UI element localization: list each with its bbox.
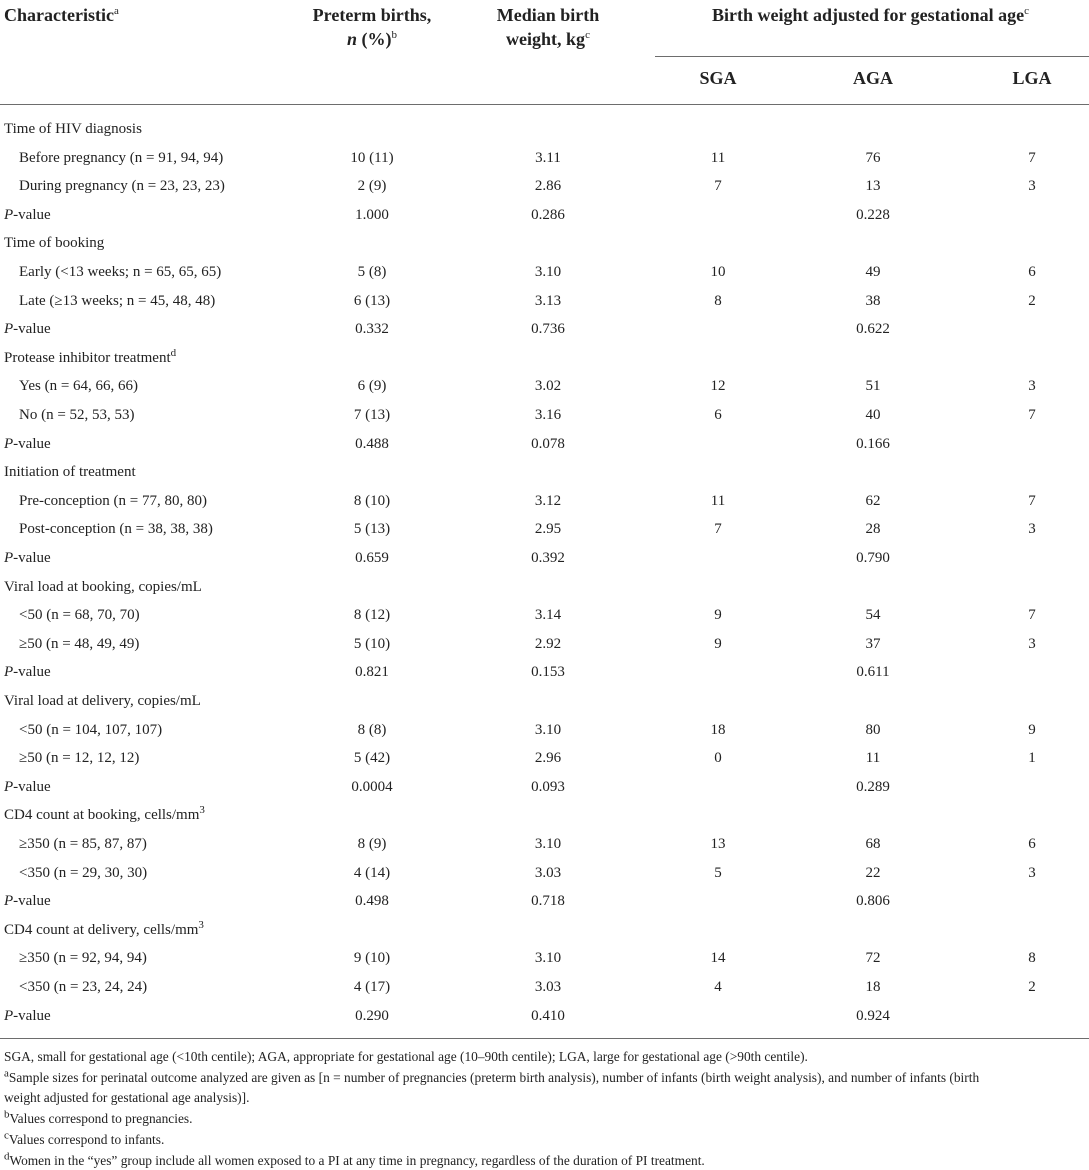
pvalue-p: P: [4, 207, 14, 223]
cell-weight: 3.14: [534, 607, 562, 623]
group-heading-sup: d: [170, 347, 177, 359]
cell-lga: 7: [1028, 493, 1036, 509]
pvalue-p: P: [4, 779, 14, 795]
row-label: Late (≥13 weeks; n = 45, 48, 48): [19, 293, 216, 309]
pvalue-weight: 0.078: [531, 436, 565, 452]
cell-preterm: 7 (13): [353, 407, 391, 423]
cell-preterm: 5 (10): [353, 636, 391, 652]
footnote-marker-a: a: [113, 5, 119, 17]
cell-weight: 3.02: [534, 378, 562, 394]
footnote-marker-b: b: [391, 29, 397, 41]
footnote-b-text: Values correspond to pregnancies.: [9, 1111, 193, 1126]
table-bottom-rule: [0, 1038, 1089, 1039]
pvalue-preterm: 0.332: [355, 321, 389, 337]
cell-lga: 3: [1028, 865, 1036, 881]
cell-weight: 2.92: [534, 636, 562, 652]
cell-lga: 2: [1028, 293, 1036, 309]
cell-preterm: 5 (42): [353, 750, 391, 766]
footnote-d: [4, 1152, 705, 1170]
cell-lga: 6: [1028, 264, 1036, 280]
cell-aga: 49: [865, 264, 881, 280]
footnote-c-text: Values correspond to infants.: [8, 1132, 165, 1147]
cell-preterm: 6 (9): [357, 378, 387, 394]
cell-lga: 3: [1028, 378, 1036, 394]
cell-lga: 2: [1028, 979, 1036, 995]
footnote-a: [4, 1069, 979, 1087]
cell-sga: 11: [710, 150, 726, 166]
pvalue-preterm: 0.290: [355, 1008, 389, 1024]
pvalue-adjusted: 0.228: [856, 207, 890, 223]
group-heading: [4, 119, 142, 139]
cell-lga: 3: [1028, 178, 1036, 194]
pvalue-suffix: -value: [13, 1008, 51, 1024]
pvalue-adjusted: 0.806: [856, 893, 890, 909]
group-heading: [4, 233, 104, 253]
cell-weight: 3.12: [534, 493, 562, 509]
pvalue-label: [4, 319, 51, 339]
group-heading: [4, 348, 176, 368]
header-subrule: [655, 56, 1089, 57]
header-adjusted-label: Birth weight adjusted for gestational age: [711, 5, 1025, 25]
cell-sga: 14: [710, 950, 726, 966]
pvalue-p: P: [4, 1008, 14, 1024]
group-heading: [4, 462, 136, 482]
footnote-abbreviations: SGA, small for gestational age (<10th centile); AGA, appropriate for gestational age (10–90th centile); LGA, large for gestational age (>90th centile).: [4, 1049, 808, 1064]
cell-aga: 51: [865, 378, 881, 394]
group-heading-text: Viral load at delivery, copies/mL: [4, 693, 201, 709]
cell-sga: 0: [714, 750, 722, 766]
header-sga: SGA: [699, 68, 737, 88]
row-label: Early (<13 weeks; n = 65, 65, 65): [19, 264, 222, 280]
footnote-d-text: Women in the “yes” group include all women exposed to a PI at any time in pregnancy, regardless of the duration of PI treatment.: [9, 1153, 705, 1168]
pvalue-preterm: 0.659: [355, 550, 389, 566]
cell-aga: 18: [865, 979, 881, 995]
group-heading-text: Protease inhibitor treatment: [4, 350, 171, 366]
pvalue-adjusted: 0.924: [856, 1008, 890, 1024]
cell-aga: 72: [865, 950, 881, 966]
cell-weight: 3.11: [535, 150, 561, 166]
header-preterm-n: n: [346, 29, 357, 49]
cell-preterm: 5 (8): [357, 264, 387, 280]
pvalue-adjusted: 0.166: [856, 436, 890, 452]
header-weight-line2-text: weight, kg: [506, 29, 586, 49]
footnote-marker-c2: c: [1024, 5, 1030, 17]
group-heading-sup: 3: [198, 919, 204, 931]
pvalue-suffix: -value: [13, 893, 51, 909]
header-weight-line2: [448, 27, 648, 51]
pvalue-label: [4, 548, 51, 568]
cell-lga: 1: [1028, 750, 1036, 766]
cell-lga: 8: [1028, 950, 1036, 966]
cell-weight: 3.10: [534, 950, 562, 966]
pvalue-label: [4, 434, 51, 454]
row-label: Post-conception (n = 38, 38, 38): [19, 521, 213, 537]
pvalue-preterm: 0.0004: [351, 779, 393, 795]
cell-aga: 22: [865, 865, 881, 881]
cell-preterm: 2 (9): [357, 178, 387, 194]
header-adjusted: [652, 3, 1089, 27]
cell-weight: 3.03: [534, 979, 562, 995]
header-bottom-rule: [0, 104, 1089, 105]
pvalue-suffix: -value: [13, 550, 51, 566]
cell-weight: 3.10: [534, 836, 562, 852]
row-label: ≥350 (n = 92, 94, 94): [19, 950, 147, 966]
cell-lga: 3: [1028, 521, 1036, 537]
group-heading-text: Viral load at booking, copies/mL: [4, 579, 202, 595]
row-label: Before pregnancy (n = 91, 94, 94): [19, 150, 224, 166]
row-label: <50 (n = 104, 107, 107): [19, 722, 163, 738]
cell-sga: 6: [714, 407, 722, 423]
group-heading-text: Time of HIV diagnosis: [4, 121, 142, 137]
cell-weight: 3.03: [534, 865, 562, 881]
pvalue-weight: 0.718: [531, 893, 565, 909]
cell-sga: 11: [710, 493, 726, 509]
pvalue-adjusted: 0.611: [856, 664, 890, 680]
pvalue-p: P: [4, 321, 14, 337]
pvalue-suffix: -value: [13, 207, 51, 223]
header-lga: LGA: [1012, 68, 1052, 88]
cell-preterm: 8 (10): [353, 493, 391, 509]
header-preterm-line1: Preterm births,: [312, 5, 432, 25]
cell-sga: 12: [710, 378, 726, 394]
footnote-c: [4, 1131, 164, 1149]
group-heading-text: Time of booking: [4, 235, 105, 251]
cell-preterm: 10 (11): [350, 150, 394, 166]
cell-aga: 37: [865, 636, 881, 652]
cell-lga: 7: [1028, 407, 1036, 423]
row-label: ≥50 (n = 48, 49, 49): [19, 636, 140, 652]
header-preterm: [272, 3, 472, 27]
group-heading: [4, 920, 204, 940]
cell-preterm: 4 (14): [353, 865, 391, 881]
pvalue-adjusted: 0.622: [856, 321, 890, 337]
footnote-b: [4, 1110, 192, 1128]
footnote-c-marker: c: [4, 1129, 9, 1142]
pvalue-adjusted: 0.289: [856, 779, 890, 795]
pvalue-weight: 0.093: [531, 779, 565, 795]
cell-sga: 7: [714, 178, 722, 194]
pvalue-preterm: 0.498: [355, 893, 389, 909]
cell-preterm: 5 (13): [353, 521, 391, 537]
header-preterm-pct: (%): [357, 29, 392, 49]
footnote-d-marker: d: [4, 1150, 10, 1163]
row-label: ≥50 (n = 12, 12, 12): [19, 750, 140, 766]
pvalue-suffix: -value: [13, 436, 51, 452]
row-label: <350 (n = 23, 24, 24): [19, 979, 148, 995]
cell-preterm: 6 (13): [353, 293, 391, 309]
cell-weight: 3.13: [534, 293, 562, 309]
footnote-a-cont: weight adjusted for gestational age analysis)].: [4, 1090, 250, 1105]
row-label: No (n = 52, 53, 53): [19, 407, 135, 423]
cell-aga: 62: [865, 493, 881, 509]
header-aga: AGA: [853, 68, 893, 88]
pvalue-p: P: [4, 664, 14, 680]
pvalue-weight: 0.153: [531, 664, 565, 680]
pvalue-label: [4, 205, 51, 225]
header-preterm-line2: [272, 27, 472, 51]
header-characteristic: [4, 3, 119, 27]
cell-lga: 9: [1028, 722, 1036, 738]
cell-weight: 3.10: [534, 722, 562, 738]
footnote-a-marker: a: [4, 1067, 9, 1080]
group-heading: [4, 805, 205, 825]
pvalue-label: [4, 777, 51, 797]
pvalue-preterm: 1.000: [355, 207, 389, 223]
row-label: Pre-conception (n = 77, 80, 80): [19, 493, 207, 509]
cell-lga: 7: [1028, 150, 1036, 166]
group-heading-text: Initiation of treatment: [4, 464, 136, 480]
pvalue-weight: 0.392: [531, 550, 565, 566]
pvalue-suffix: -value: [13, 321, 51, 337]
cell-aga: 68: [865, 836, 881, 852]
pvalue-p: P: [4, 436, 14, 452]
pvalue-suffix: -value: [13, 664, 51, 680]
group-heading-text: CD4 count at delivery, cells/mm: [4, 922, 199, 938]
cell-aga: 28: [865, 521, 881, 537]
cell-aga: 80: [865, 722, 881, 738]
cell-sga: 10: [710, 264, 726, 280]
row-label: <50 (n = 68, 70, 70): [19, 607, 140, 623]
cell-weight: 2.86: [534, 178, 562, 194]
pvalue-weight: 0.286: [531, 207, 565, 223]
row-label: During pregnancy (n = 23, 23, 23): [19, 178, 225, 194]
cell-preterm: 8 (12): [353, 607, 391, 623]
pvalue-label: [4, 1006, 51, 1026]
cell-lga: 3: [1028, 636, 1036, 652]
cell-lga: 6: [1028, 836, 1036, 852]
cell-lga: 7: [1028, 607, 1036, 623]
pvalue-p: P: [4, 550, 14, 566]
cell-aga: 13: [865, 178, 881, 194]
row-label: Yes (n = 64, 66, 66): [19, 378, 139, 394]
cell-weight: 2.95: [534, 521, 562, 537]
cell-sga: 18: [710, 722, 726, 738]
pvalue-preterm: 0.488: [355, 436, 389, 452]
group-heading: [4, 691, 201, 711]
cell-aga: 11: [865, 750, 881, 766]
cell-sga: 5: [714, 865, 722, 881]
header-weight: [448, 3, 648, 27]
cell-sga: 7: [714, 521, 722, 537]
footnote-a-text: Sample sizes for perinatal outcome analyzed are given as [n = number of pregnancies (preterm birth analysis), number of infants (birth weight analysis), and number of infants (birth: [8, 1070, 980, 1085]
cell-aga: 38: [865, 293, 881, 309]
cell-weight: 3.10: [534, 264, 562, 280]
cell-sga: 8: [714, 293, 722, 309]
cell-aga: 76: [865, 150, 881, 166]
cell-sga: 13: [710, 836, 726, 852]
footnote-marker-c: c: [585, 29, 590, 41]
cell-preterm: 8 (8): [357, 722, 387, 738]
cell-preterm: 9 (10): [353, 950, 391, 966]
pvalue-label: [4, 891, 51, 911]
group-heading-sup: 3: [199, 804, 205, 816]
cell-aga: 40: [865, 407, 881, 423]
pvalue-label: [4, 662, 51, 682]
cell-sga: 9: [714, 607, 722, 623]
cell-weight: 3.16: [534, 407, 562, 423]
row-label: <350 (n = 29, 30, 30): [19, 865, 148, 881]
cell-sga: 9: [714, 636, 722, 652]
group-heading-text: CD4 count at booking, cells/mm: [4, 807, 200, 823]
pvalue-adjusted: 0.790: [856, 550, 890, 566]
pvalue-weight: 0.736: [531, 321, 565, 337]
group-heading: [4, 577, 202, 597]
cell-preterm: 8 (9): [357, 836, 387, 852]
row-label: ≥350 (n = 85, 87, 87): [19, 836, 147, 852]
pvalue-weight: 0.410: [531, 1008, 565, 1024]
pvalue-p: P: [4, 893, 14, 909]
pvalue-preterm: 0.821: [355, 664, 389, 680]
header-characteristic-label: Characteristic: [4, 5, 114, 25]
header-weight-line1: Median birth: [496, 5, 600, 25]
cell-sga: 4: [714, 979, 722, 995]
cell-preterm: 4 (17): [353, 979, 391, 995]
footnote-b-marker: b: [4, 1108, 10, 1121]
cell-aga: 54: [865, 607, 881, 623]
pvalue-suffix: -value: [13, 779, 51, 795]
cell-weight: 2.96: [534, 750, 562, 766]
